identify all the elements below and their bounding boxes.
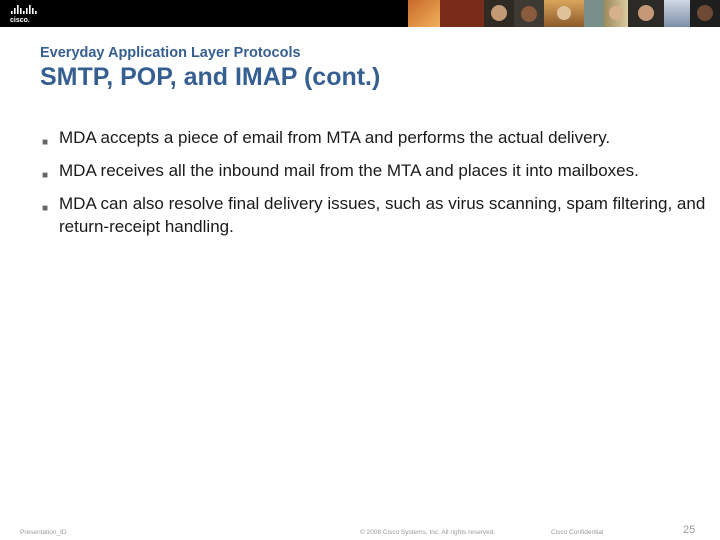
footer-confidential: Cisco Confidential — [551, 529, 604, 536]
bullet-item — [42, 126, 718, 149]
bullet-text: MDA accepts a piece of email from MTA and performs the actual delivery. — [59, 128, 611, 147]
bullet-text: MDA can also resolve final delivery issues, such as virus scanning, spam filtering, and return-receipt handling. — [59, 194, 706, 236]
bullet-item — [42, 192, 718, 238]
cisco-logo-icon — [8, 3, 42, 23]
slide-eyebrow: Everyday Application Layer Protocols — [40, 45, 301, 61]
slide-title: SMTP, POP, and IMAP (cont.) — [40, 63, 381, 91]
square-bullet-icon: ■ — [42, 137, 49, 148]
people-photo-strip-icon — [408, 0, 720, 27]
square-bullet-icon: ■ — [42, 203, 49, 214]
footer-presentation-id: Presentation_ID — [20, 529, 67, 536]
footer-copyright: © 2008 Cisco Systems, Inc. All rights reserved. — [360, 529, 496, 536]
svg-text:cisco.: cisco. — [10, 17, 30, 23]
square-bullet-icon: ■ — [42, 170, 49, 181]
page-number: 25 — [683, 524, 696, 536]
header-bar — [0, 0, 720, 27]
bullet-item — [42, 159, 718, 182]
bullet-text: MDA receives all the inbound mail from the MTA and places it into mailboxes. — [59, 161, 639, 180]
bullet-list — [42, 126, 718, 248]
